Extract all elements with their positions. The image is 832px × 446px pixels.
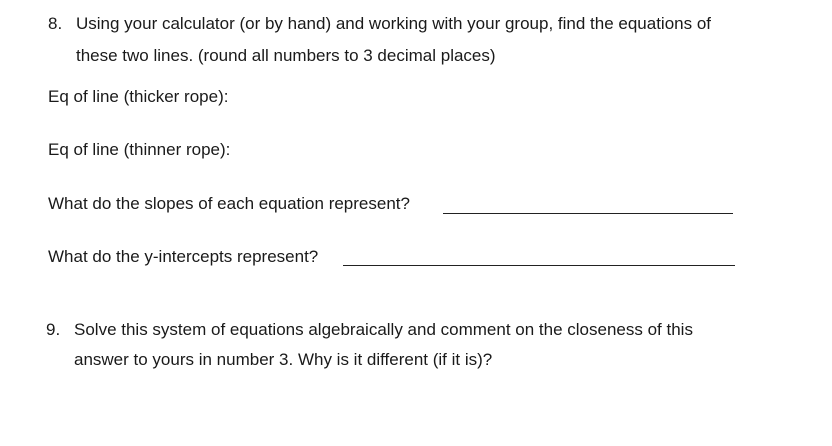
question-8-text-line-2: these two lines. (round all numbers to 3 decimal places) <box>76 46 496 65</box>
question-9-text-line-1: Solve this system of equations algebraically and comment on the closeness of this <box>74 320 693 339</box>
question-8-number: 8. <box>48 14 63 33</box>
slopes-question-prompt: What do the slopes of each equation represent? <box>48 194 410 213</box>
question-9-text-line-2: answer to yours in number 3. Why is it different (if it is)? <box>74 350 493 369</box>
slopes-answer-line[interactable] <box>443 213 733 214</box>
eq-thicker-rope-prompt: Eq of line (thicker rope): <box>48 87 229 106</box>
intercepts-answer-line[interactable] <box>343 265 735 266</box>
eq-thinner-rope-prompt: Eq of line (thinner rope): <box>48 140 231 159</box>
question-9-line-1 <box>46 320 693 340</box>
question-8-line-1 <box>48 14 711 34</box>
intercepts-question-prompt: What do the y-intercepts represent? <box>48 247 319 266</box>
question-8-text-line-1: Using your calculator (or by hand) and working with your group, find the equations of <box>76 14 712 33</box>
question-9-number: 9. <box>46 320 61 339</box>
